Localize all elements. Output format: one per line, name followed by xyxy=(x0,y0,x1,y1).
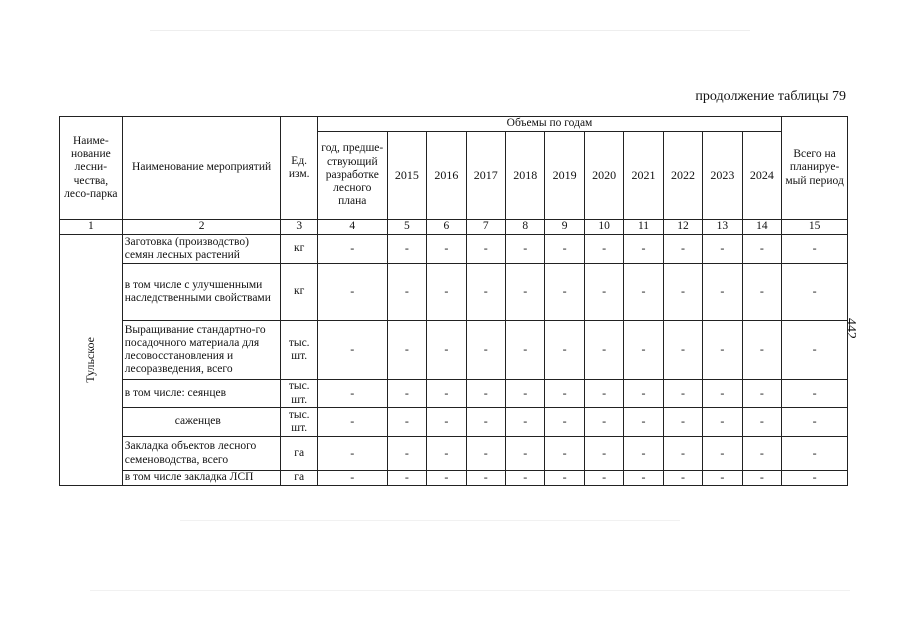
table-row xyxy=(60,380,848,408)
column-number-row xyxy=(60,220,848,235)
value-cell: - xyxy=(624,321,663,380)
value-cell: - xyxy=(545,380,584,408)
column-number: 8 xyxy=(505,220,544,235)
value-cell: - xyxy=(466,321,505,380)
unit-cell: тыс. шт. xyxy=(281,408,317,437)
header-year: 2018 xyxy=(505,132,544,220)
value-cell: - xyxy=(624,264,663,321)
value-cell: - xyxy=(466,264,505,321)
value-cell: - xyxy=(703,408,742,437)
value-cell: - xyxy=(427,380,466,408)
header-year: 2022 xyxy=(663,132,702,220)
unit-cell: га xyxy=(281,437,317,471)
column-number: 10 xyxy=(584,220,623,235)
value-cell: - xyxy=(387,264,426,321)
value-cell: - xyxy=(317,437,387,471)
value-cell: - xyxy=(663,235,702,264)
value-cell: - xyxy=(742,264,782,321)
header-year: 2020 xyxy=(584,132,623,220)
header-volumes-by-year: Объемы по годам xyxy=(317,117,781,132)
header-year: 2021 xyxy=(624,132,663,220)
column-number: 1 xyxy=(60,220,123,235)
column-number: 12 xyxy=(663,220,702,235)
header-year: 2024 xyxy=(742,132,782,220)
value-cell: - xyxy=(505,408,544,437)
header-year: 2023 xyxy=(703,132,742,220)
value-cell: - xyxy=(782,408,848,437)
column-number: 11 xyxy=(624,220,663,235)
value-cell: - xyxy=(742,380,782,408)
value-cell: - xyxy=(466,235,505,264)
unit-cell: тыс. шт. xyxy=(281,321,317,380)
value-cell: - xyxy=(505,321,544,380)
value-cell: - xyxy=(545,235,584,264)
table-row xyxy=(60,235,848,264)
value-cell: - xyxy=(584,264,623,321)
forest-activities-table xyxy=(59,116,848,486)
value-cell: - xyxy=(742,437,782,471)
value-cell: - xyxy=(663,471,702,486)
page-number: 442 xyxy=(843,318,858,339)
value-cell: - xyxy=(545,408,584,437)
table-row xyxy=(60,437,848,471)
activity-name: в том числе: сеянцев xyxy=(122,380,281,408)
value-cell: - xyxy=(663,408,702,437)
value-cell: - xyxy=(703,321,742,380)
table-row xyxy=(60,264,848,321)
value-cell: - xyxy=(703,380,742,408)
activity-name: Заготовка (производство) семян лесных растений xyxy=(122,235,281,264)
value-cell: - xyxy=(466,437,505,471)
header-year: 2019 xyxy=(545,132,584,220)
value-cell: - xyxy=(703,235,742,264)
value-cell: - xyxy=(427,437,466,471)
value-cell: - xyxy=(427,264,466,321)
value-cell: - xyxy=(545,437,584,471)
value-cell: - xyxy=(663,264,702,321)
column-number: 6 xyxy=(427,220,466,235)
value-cell: - xyxy=(742,408,782,437)
value-cell: - xyxy=(742,471,782,486)
unit-cell: тыс. шт. xyxy=(281,380,317,408)
value-cell: - xyxy=(387,321,426,380)
value-cell: - xyxy=(782,321,848,380)
value-cell: - xyxy=(317,408,387,437)
value-cell: - xyxy=(742,321,782,380)
value-cell: - xyxy=(782,264,848,321)
value-cell: - xyxy=(782,471,848,486)
value-cell: - xyxy=(427,408,466,437)
value-cell: - xyxy=(584,321,623,380)
header-forestry: Наиме-нование лесни-чества, лесо-парка xyxy=(60,117,123,220)
value-cell: - xyxy=(782,235,848,264)
value-cell: - xyxy=(427,235,466,264)
value-cell: - xyxy=(703,264,742,321)
value-cell: - xyxy=(317,235,387,264)
value-cell: - xyxy=(624,437,663,471)
value-cell: - xyxy=(663,380,702,408)
value-cell: - xyxy=(703,471,742,486)
column-number: 5 xyxy=(387,220,426,235)
value-cell: - xyxy=(317,264,387,321)
activity-name: в том числе закладка ЛСП xyxy=(122,471,281,486)
unit-cell: кг xyxy=(281,235,317,264)
value-cell: - xyxy=(505,380,544,408)
value-cell: - xyxy=(466,471,505,486)
table-caption: продолжение таблицы 79 xyxy=(695,89,846,104)
value-cell: - xyxy=(387,471,426,486)
column-number: 15 xyxy=(782,220,848,235)
value-cell: - xyxy=(663,437,702,471)
value-cell: - xyxy=(545,321,584,380)
value-cell: - xyxy=(584,408,623,437)
header-year: 2017 xyxy=(466,132,505,220)
value-cell: - xyxy=(782,437,848,471)
value-cell: - xyxy=(624,235,663,264)
scan-artifact xyxy=(90,590,850,591)
value-cell: - xyxy=(584,437,623,471)
table-row xyxy=(60,408,848,437)
header-unit: Ед. изм. xyxy=(281,117,317,220)
value-cell: - xyxy=(317,471,387,486)
value-cell: - xyxy=(703,437,742,471)
value-cell: - xyxy=(317,380,387,408)
activity-name: Выращивание стандартно-го посадочного материала для лесовосстановления и лесоразведения, всего xyxy=(122,321,281,380)
value-cell: - xyxy=(624,408,663,437)
header-activity-name: Наименование мероприятий xyxy=(122,117,281,220)
value-cell: - xyxy=(505,437,544,471)
column-number: 7 xyxy=(466,220,505,235)
value-cell: - xyxy=(584,471,623,486)
activity-name: в том числе с улучшенными наследственными свойствами xyxy=(122,264,281,321)
value-cell: - xyxy=(624,380,663,408)
column-number: 3 xyxy=(281,220,317,235)
activity-name: Закладка объектов лесного семеноводства, всего xyxy=(122,437,281,471)
value-cell: - xyxy=(505,264,544,321)
column-number: 2 xyxy=(122,220,281,235)
column-number: 13 xyxy=(703,220,742,235)
column-number: 4 xyxy=(317,220,387,235)
value-cell: - xyxy=(387,437,426,471)
unit-cell: кг xyxy=(281,264,317,321)
value-cell: - xyxy=(427,471,466,486)
value-cell: - xyxy=(387,235,426,264)
value-cell: - xyxy=(742,235,782,264)
value-cell: - xyxy=(663,321,702,380)
activity-name: саженцев xyxy=(122,408,281,437)
header-year: 2015 xyxy=(387,132,426,220)
value-cell: - xyxy=(545,471,584,486)
value-cell: - xyxy=(317,321,387,380)
forestry-cell xyxy=(60,235,123,486)
scan-artifact xyxy=(150,30,750,31)
column-number: 9 xyxy=(545,220,584,235)
value-cell: - xyxy=(505,471,544,486)
scan-artifact xyxy=(180,520,680,521)
header-year: 2016 xyxy=(427,132,466,220)
header-previous-year: год, предше-ствующий разработке лесного плана xyxy=(317,132,387,220)
value-cell: - xyxy=(782,380,848,408)
value-cell: - xyxy=(387,408,426,437)
value-cell: - xyxy=(584,380,623,408)
value-cell: - xyxy=(466,380,505,408)
header-total-period: Всего на планируе-мый период xyxy=(782,117,848,220)
value-cell: - xyxy=(427,321,466,380)
value-cell: - xyxy=(387,380,426,408)
value-cell: - xyxy=(505,235,544,264)
table-row xyxy=(60,471,848,486)
column-number: 14 xyxy=(742,220,782,235)
unit-cell: га xyxy=(281,471,317,486)
value-cell: - xyxy=(584,235,623,264)
value-cell: - xyxy=(624,471,663,486)
value-cell: - xyxy=(545,264,584,321)
value-cell: - xyxy=(466,408,505,437)
forestry-name: Тульское xyxy=(82,336,97,383)
table-row xyxy=(60,321,848,380)
